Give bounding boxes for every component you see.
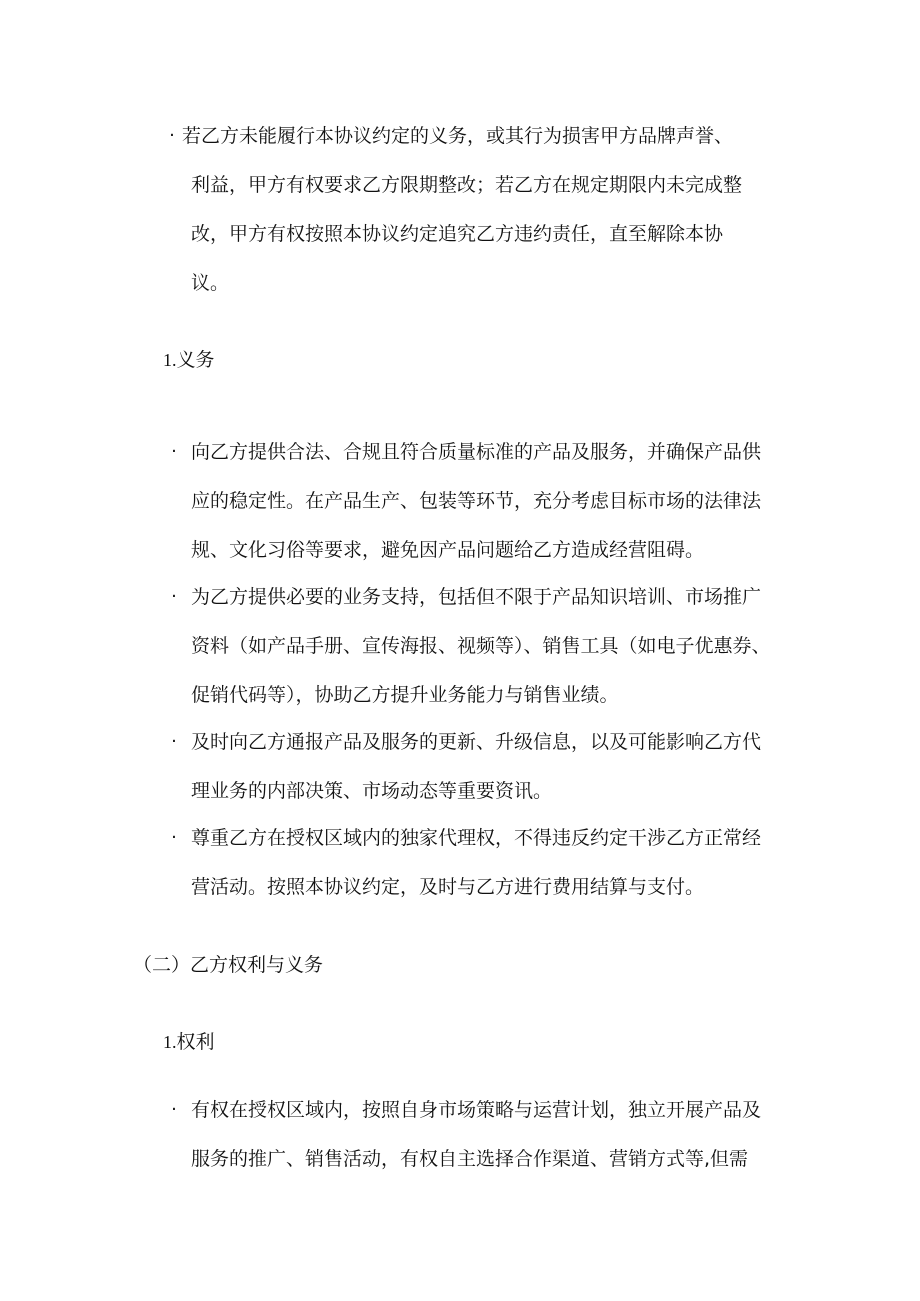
list-item-line: 促销代码等），协助乙方提升业务能力与销售业绩。 <box>191 684 619 706</box>
paragraph-line: 改，甲方有权按照本协议约定追究乙方违约责任，直至解除本协 <box>191 223 724 245</box>
bullet-marker: · <box>171 586 177 607</box>
list-item-line: 服务的推广、销售活动，有权自主选择合作渠道、营销方式等,但需 <box>191 1148 749 1170</box>
bullet-marker: · <box>169 125 175 146</box>
list-item-line: 向乙方提供合法、合规且符合质量标准的产品及服务，并确保产品供 <box>191 441 762 463</box>
bullet-marker: · <box>171 731 177 752</box>
paragraph-line: 利益，甲方有权要求乙方限期整改；若乙方在规定期限内未完成整 <box>191 174 743 196</box>
list-item-line: 为乙方提供必要的业务支持，包括但不限于产品知识培训、市场推广 <box>191 586 762 608</box>
bullet-marker: · <box>171 441 177 462</box>
heading-number: 1. <box>163 1032 177 1052</box>
list-item-line: 理业务的内部决策、市场动态等重要资讯。 <box>191 780 553 802</box>
bullet-marker: · <box>171 827 177 848</box>
list-item-line: 及时向乙方通报产品及服务的更新、升级信息，以及可能影响乙方代 <box>191 731 762 753</box>
paragraph-line: 议。 <box>191 272 230 294</box>
list-item-line: 营活动。按照本协议约定，及时与乙方进行费用结算与支付。 <box>191 876 705 898</box>
paragraph-line: 若乙方未能履行本协议约定的义务，或其行为损害甲方品牌声誉、 <box>182 125 734 147</box>
heading-label: 义务 <box>176 349 215 371</box>
list-item-line: 有权在授权区域内，按照自身市场策略与运营计划，独立开展产品及 <box>191 1099 762 1121</box>
rights-heading <box>163 1030 215 1054</box>
heading-number: 1. <box>163 350 177 370</box>
obligations-heading <box>163 348 215 372</box>
list-item-line: 应的稳定性。在产品生产、包装等环节，充分考虑目标市场的法律法 <box>191 490 762 512</box>
list-item-line: 规、文化习俗等要求，避免因产品问题给乙方造成经营阻碍。 <box>191 539 705 561</box>
section-heading: （二）乙方权利与义务 <box>133 954 324 976</box>
heading-label: 权利 <box>176 1031 215 1053</box>
list-item-line: 尊重乙方在授权区域内的独家代理权，不得违反约定干涉乙方正常经 <box>191 827 762 849</box>
bullet-marker: · <box>171 1099 177 1120</box>
list-item-line: 资料（如产品手册、宣传海报、视频等）、销售工具（如电子优惠券、 <box>191 635 771 657</box>
